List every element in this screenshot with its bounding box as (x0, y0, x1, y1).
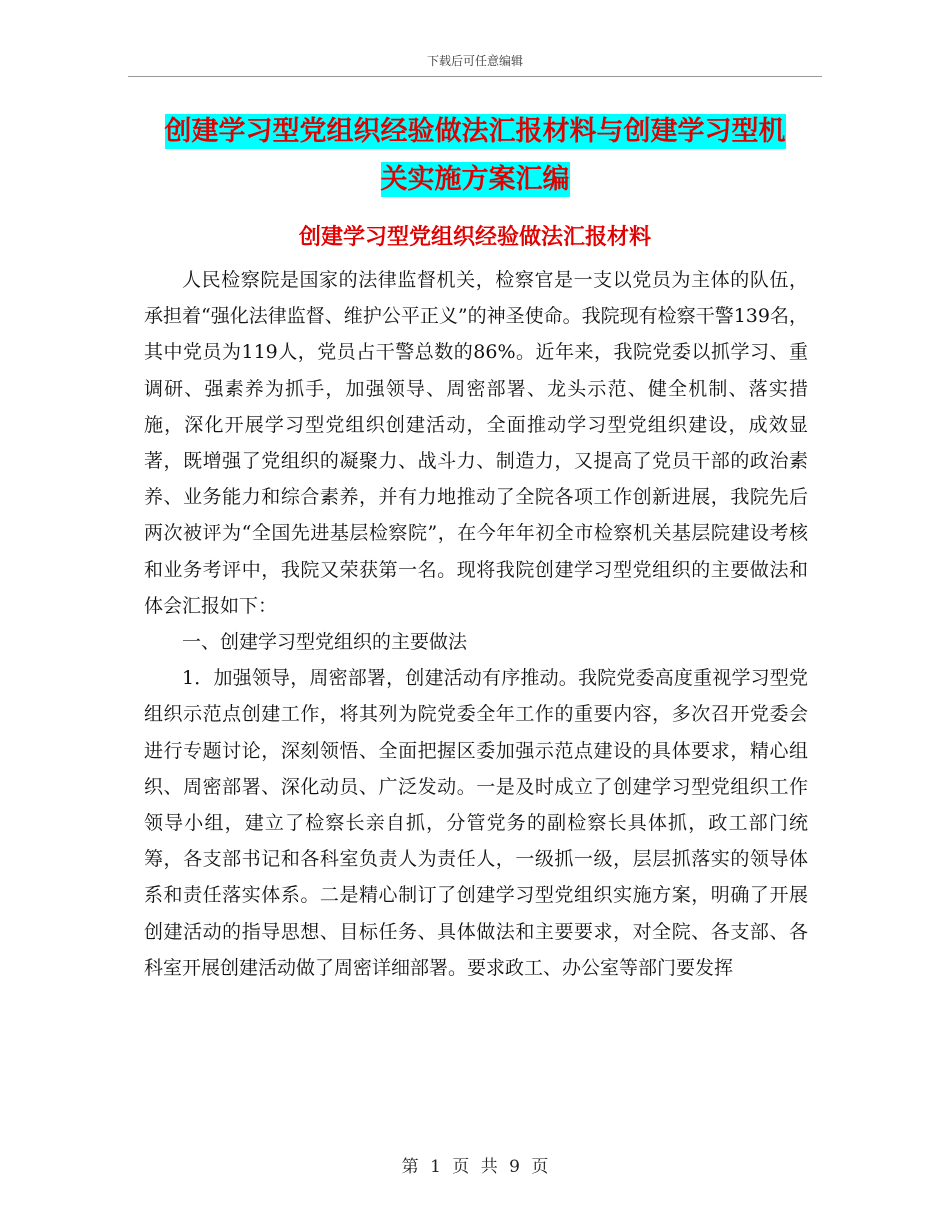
document-title (140, 108, 810, 204)
paragraph-heading-1: 一、创建学习型党组织的主要做法 (182, 631, 468, 654)
paragraph-point-1: 1．加强领导，周密部署，创建活动有序推动。我院党委高度重视学习型党组织示范点创建工作，将其列为院党委全年工作的重要内容，多次召开党委会进行专题讨论，深刻领悟、全面把握区委加强示范点建设的具体要求，精心组织、周密部署、深化动员、广泛发动。一是及时成立了创建学习型党组织工作领导小组，建立了检察长亲自抓，分管党务的副检察长具体抓，政工部门统筹，各支部书记和各科室负责人为责任人，一级抓一级，层层抓落实的领导体系和责任落实体系。二是精心制订了创建学习型党组织实施方案，明确了开展创建活动的指导思想、目标任务、具体做法和主要要求，对全院、各支部、各科室开展创建活动做了周密详细部署。要求政工、办公室等部门要发挥 (144, 667, 808, 979)
title-line-2: 关实施方案汇编 (380, 164, 570, 195)
section-title: 创建学习型党组织经验做法汇报材料 (298, 224, 651, 250)
document-body (144, 262, 808, 986)
header-divider (128, 76, 822, 77)
page-number-footer: 第 1 页 共 9 页 (401, 1157, 549, 1177)
title-line-1: 创建学习型党组织经验做法汇报材料与创建学习型机 (164, 116, 786, 147)
header-note: 下载后可任意编辑 (426, 54, 523, 68)
paragraph-intro: 人民检察院是国家的法律监督机关，检察官是一支以党员为主体的队伍，承担着“强化法律监督、维护公平正义”的神圣使命。我院现有检察干警139名，其中党员为119人，党员占干警总数的86%。近年来，我院党委以抓学习、重调研、强素养为抓手，加强领导、周密部署、龙头示范、健全机制、落实措施，深化开展学习型党组织创建活动，全面推动学习型党组织建设，成效显著，既增强了党组织的凝聚力、战斗力、制造力，又提高了党员干部的政治素养、业务能力和综合素养，并有力地推动了全院各项工作创新进展，我院先后两次被评为“全国先进基层检察院”，在今年年初全市检察机关基层院建设考核和业务考评中，我院又荣获第一名。现将我院创建学习型党组织的主要做法和体会汇报如下： (144, 269, 808, 617)
